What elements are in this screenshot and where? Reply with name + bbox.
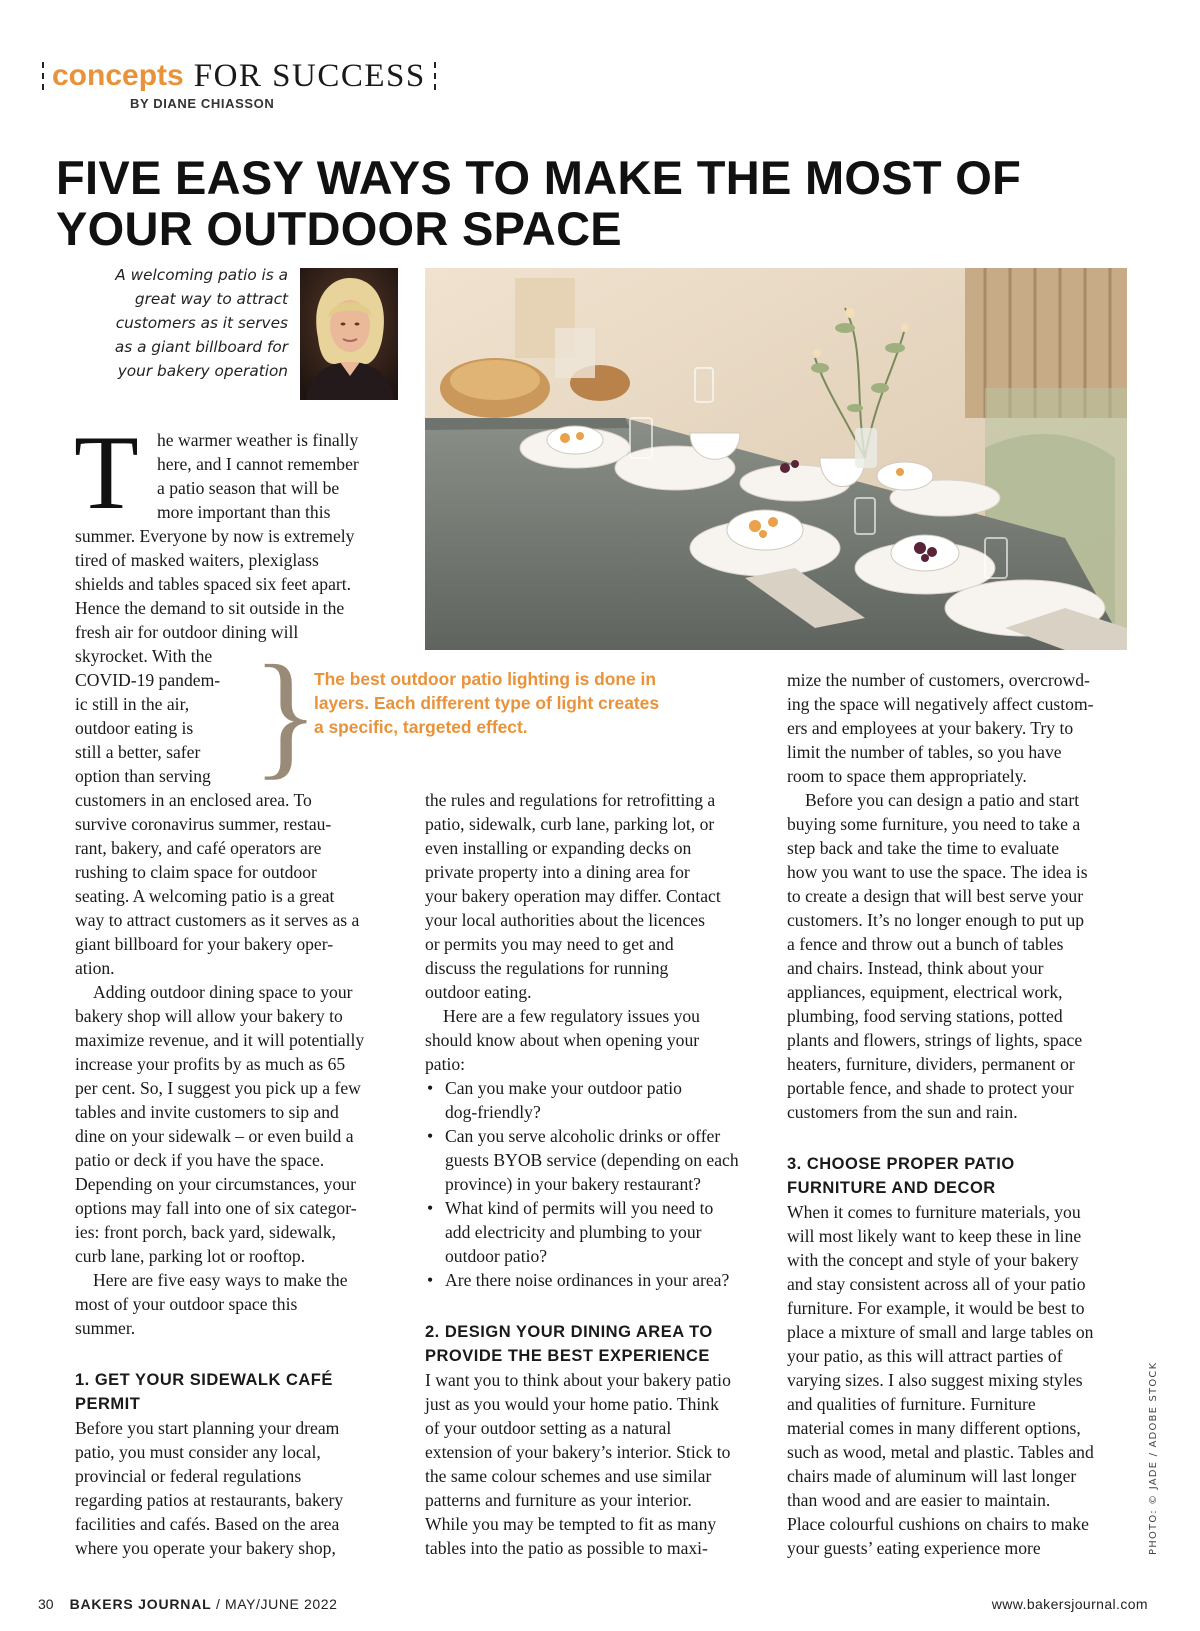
pull-quote-line: a specific, targeted effect. xyxy=(314,717,528,737)
text-line: Can you make your outdoor patio xyxy=(445,1078,682,1098)
bullet-marker: • xyxy=(427,1270,434,1290)
text-line: outdoor eating is xyxy=(75,718,194,738)
text-line: bakery shop will allow your bakery to xyxy=(75,1006,343,1026)
text-line: even installing or expanding decks on xyxy=(425,838,692,858)
text-line: customers in an enclosed area. To xyxy=(75,790,312,810)
text-line: your guests’ eating experience more xyxy=(787,1538,1041,1558)
byline: BY DIANE CHIASSON xyxy=(130,96,275,111)
text-line: limit the number of tables, so you have xyxy=(787,742,1062,762)
section-kicker xyxy=(34,56,444,96)
text-line: Place colourful cushions on chairs to make xyxy=(787,1514,1089,1534)
headline: FIVE EASY WAYS TO MAKE THE MOST OF YOUR OUTDOOR SPACE xyxy=(56,151,1022,255)
text-line: and chairs. Instead, think about your xyxy=(787,958,1044,978)
text-line: way to attract customers as it serves as a xyxy=(75,910,360,930)
text-line: place a mixture of small and large tables on xyxy=(787,1322,1094,1342)
kicker-title: FOR SUCCESS xyxy=(193,57,426,94)
intro-paragraph xyxy=(75,524,403,1340)
kicker-divider-right xyxy=(434,62,436,90)
section-2-paragraph xyxy=(425,1368,765,1560)
section-3-paragraph xyxy=(787,1200,1127,1560)
text-line: your bakery operation may differ. Contact xyxy=(425,886,721,906)
text-line: material comes in many different options, xyxy=(787,1418,1081,1438)
text-line: fresh air for outdoor dining will xyxy=(75,622,299,642)
bullet-marker: • xyxy=(427,1078,434,1098)
text-line: outdoor eating. xyxy=(425,982,532,1002)
deck-line: great way to attract xyxy=(134,290,288,308)
text-line: your local authorities about the licences xyxy=(425,910,705,930)
text-line: survive coronavirus summer, restau- xyxy=(75,814,332,834)
text-line: options may fall into one of six categor- xyxy=(75,1198,357,1218)
deck-line: customers as it serves xyxy=(115,314,288,332)
subhead-3 xyxy=(787,1152,1127,1200)
text-line: patio, sidewalk, curb lane, parking lot, or xyxy=(425,814,715,834)
text-line: to create a design that will best serve your xyxy=(787,886,1084,906)
text-line: heaters, furniture, dividers, permanent or xyxy=(787,1054,1075,1074)
text-line: here, and I cannot remember xyxy=(157,454,359,474)
website-url: www.bakersjournal.com xyxy=(991,1596,1148,1612)
deck xyxy=(60,263,288,383)
text-line: ic still in the air, xyxy=(75,694,190,714)
text-line: of your outdoor setting as a natural xyxy=(425,1418,672,1438)
text-line: customers from the sun and rain. xyxy=(787,1102,1018,1122)
text-line: will most likely want to keep these in line xyxy=(787,1226,1082,1246)
deck-line: as a giant billboard for xyxy=(114,338,288,356)
text-line: buying some furniture, you need to take a xyxy=(787,814,1081,834)
section-1-paragraph xyxy=(75,1416,403,1560)
text-line: than wood and are easier to maintain. xyxy=(787,1490,1051,1510)
text-line: how you want to use the space. The idea is xyxy=(787,862,1088,882)
text-line: ers and employees at your bakery. Try to xyxy=(787,718,1074,738)
text-line: I want you to think about your bakery patio xyxy=(425,1370,731,1390)
text-line: just as you would your home patio. Think xyxy=(425,1394,719,1414)
text-line: step back and take the time to evaluate xyxy=(787,838,1060,858)
text-line: more important than this xyxy=(157,502,331,522)
pull-quote-line: The best outdoor patio lighting is done in xyxy=(314,669,656,689)
text-line: ies: front porch, back yard, sidewalk, xyxy=(75,1222,336,1242)
bullet-marker: • xyxy=(427,1126,434,1146)
text-line: outdoor patio? xyxy=(445,1246,548,1266)
text-line: regarding patios at restaurants, bakery xyxy=(75,1490,344,1510)
pull-quote-line: layers. Each different type of light creates xyxy=(314,693,660,713)
intro-paragraph-wrap xyxy=(157,428,397,524)
subhead-line: 2. DESIGN YOUR DINING AREA TO xyxy=(425,1323,713,1341)
text-line: your patio, as this will attract parties of xyxy=(787,1346,1063,1366)
text-line: facilities and cafés. Based on the area xyxy=(75,1514,340,1534)
pull-quote xyxy=(314,667,754,739)
text-line: skyrocket. With the xyxy=(75,646,213,666)
column-3-text xyxy=(787,668,1127,1124)
text-line: add electricity and plumbing to your xyxy=(445,1222,702,1242)
text-line: room to space them appropriately. xyxy=(787,766,1027,786)
subhead-line: 3. CHOOSE PROPER PATIO xyxy=(787,1155,1015,1173)
author-headshot xyxy=(300,268,398,400)
subhead-1 xyxy=(75,1368,403,1416)
text-line: chairs made of aluminum will last longer xyxy=(787,1466,1077,1486)
text-line: plumbing, food serving stations, potted xyxy=(787,1006,1063,1026)
text-line: Are there noise ordinances in your area? xyxy=(445,1270,730,1290)
text-line: Can you serve alcoholic drinks or offer xyxy=(445,1126,721,1146)
text-line: private property into a dining area for xyxy=(425,862,690,882)
text-line: maximize revenue, and it will potentially xyxy=(75,1030,365,1050)
text-line: per cent. So, I suggest you pick up a few xyxy=(75,1078,361,1098)
text-line: When it comes to furniture materials, you xyxy=(787,1202,1081,1222)
bullet-item xyxy=(425,1196,765,1268)
deck-line: A welcoming patio is a xyxy=(115,266,288,284)
text-line: Before you can design a patio and start xyxy=(805,790,1080,810)
text-line: the rules and regulations for retrofitting a xyxy=(425,790,716,810)
text-line: seating. A welcoming patio is a great xyxy=(75,886,335,906)
kicker-accent: concepts xyxy=(52,59,184,92)
text-line: patio: xyxy=(425,1054,466,1074)
text-line: curb lane, parking lot or rooftop. xyxy=(75,1246,306,1266)
text-line: should know about when opening your xyxy=(425,1030,700,1050)
photo-credit: PHOTO: © JADE / ADOBE STOCK xyxy=(1148,1361,1159,1555)
text-line: tables into the patio as possible to maxi- xyxy=(425,1538,708,1558)
bullet-marker: • xyxy=(427,1198,434,1218)
text-line: COVID-19 pandem- xyxy=(75,670,221,690)
text-line: Adding outdoor dining space to your xyxy=(93,982,353,1002)
text-line: a patio season that will be xyxy=(157,478,340,498)
deck-line: your bakery operation xyxy=(117,362,288,380)
text-line: furniture. For example, it would be best to xyxy=(787,1298,1085,1318)
text-line: summer. Everyone by now is extremely xyxy=(75,526,355,546)
magazine-name: BAKERS JOURNAL xyxy=(69,1596,212,1612)
bullet-item xyxy=(425,1124,765,1196)
text-line: discuss the regulations for running xyxy=(425,958,669,978)
column-2-text xyxy=(425,788,765,1292)
text-line: province) in your bakery restaurant? xyxy=(445,1174,701,1194)
drop-cap: T xyxy=(74,414,139,531)
text-line: tired of masked waiters, plexiglass xyxy=(75,550,319,570)
text-line: Here are a few regulatory issues you xyxy=(443,1006,700,1026)
bullet-item xyxy=(425,1268,765,1292)
text-line: most of your outdoor space this xyxy=(75,1294,298,1314)
subhead-line: FURNITURE AND DECOR xyxy=(787,1179,996,1197)
pull-quote-brace: } xyxy=(252,637,320,792)
text-line: appliances, equipment, electrical work, xyxy=(787,982,1063,1002)
text-line: and stay consistent across all of your patio xyxy=(787,1274,1086,1294)
page-number: 30 xyxy=(38,1596,54,1612)
text-line: portable fence, and shade to protect your xyxy=(787,1078,1074,1098)
text-line: and qualities of furniture. Furniture xyxy=(787,1394,1036,1414)
page-footer xyxy=(38,1596,338,1612)
text-line: option than serving xyxy=(75,766,211,786)
text-line: Here are five easy ways to make the xyxy=(93,1270,348,1290)
text-line: shields and tables spaced six feet apart. xyxy=(75,574,352,594)
text-line: patterns and furniture as your interior. xyxy=(425,1490,692,1510)
text-line: rushing to claim space for outdoor xyxy=(75,862,317,882)
text-line: extension of your bakery’s interior. Stick to xyxy=(425,1442,731,1462)
text-line: he warmer weather is finally xyxy=(157,430,359,450)
patio-table-illustration xyxy=(425,268,1127,650)
text-line: plants and flowers, strings of lights, space xyxy=(787,1030,1083,1050)
text-line: Before you start planning your dream xyxy=(75,1418,340,1438)
text-line: the same colour schemes and use similar xyxy=(425,1466,712,1486)
text-line: patio, you must consider any local, xyxy=(75,1442,321,1462)
text-line: mize the number of customers, overcrowd- xyxy=(787,670,1090,690)
text-line: Depending on your circumstances, your xyxy=(75,1174,356,1194)
text-line: such as wood, metal and plastic. Tables and xyxy=(787,1442,1094,1462)
text-line: where you operate your bakery shop, xyxy=(75,1538,336,1558)
kicker-divider-left xyxy=(42,62,44,90)
text-line: or permits you may need to get and xyxy=(425,934,674,954)
text-line: customers. It’s no longer enough to put up xyxy=(787,910,1085,930)
subhead-line: 1. GET YOUR SIDEWALK CAFÉ xyxy=(75,1371,333,1389)
text-line: ing the space will negatively affect custom- xyxy=(787,694,1094,714)
issue-date: / MAY/JUNE 2022 xyxy=(211,1596,338,1612)
bullet-item xyxy=(425,1076,765,1124)
text-line: with the concept and style of your bakery xyxy=(787,1250,1079,1270)
text-line: tables and invite customers to sip and xyxy=(75,1102,339,1122)
text-line: increase your profits by as much as 65 xyxy=(75,1054,346,1074)
text-line: dine on your sidewalk – or even build a xyxy=(75,1126,354,1146)
text-line: dog-friendly? xyxy=(445,1102,541,1122)
text-line: provincial or federal regulations xyxy=(75,1466,302,1486)
text-line: ation. xyxy=(75,958,115,978)
text-line: summer. xyxy=(75,1318,136,1338)
text-line: What kind of permits will you need to xyxy=(445,1198,714,1218)
text-line: Hence the demand to sit outside in the xyxy=(75,598,345,618)
text-line: guests BYOB service (depending on each xyxy=(445,1150,739,1170)
patio-table-photo xyxy=(425,268,1127,650)
text-line: patio or deck if you have the space. xyxy=(75,1150,325,1170)
text-line: giant billboard for your bakery oper- xyxy=(75,934,334,954)
text-line: While you may be tempted to fit as many xyxy=(425,1514,717,1534)
subhead-2 xyxy=(425,1320,765,1368)
text-line: varying sizes. I also suggest mixing styles xyxy=(787,1370,1083,1390)
text-line: still a better, safer xyxy=(75,742,201,762)
text-line: rant, bakery, and café operators are xyxy=(75,838,322,858)
text-line: a fence and throw out a bunch of tables xyxy=(787,934,1064,954)
subhead-line: PERMIT xyxy=(75,1395,141,1413)
subhead-line: PROVIDE THE BEST EXPERIENCE xyxy=(425,1347,710,1365)
